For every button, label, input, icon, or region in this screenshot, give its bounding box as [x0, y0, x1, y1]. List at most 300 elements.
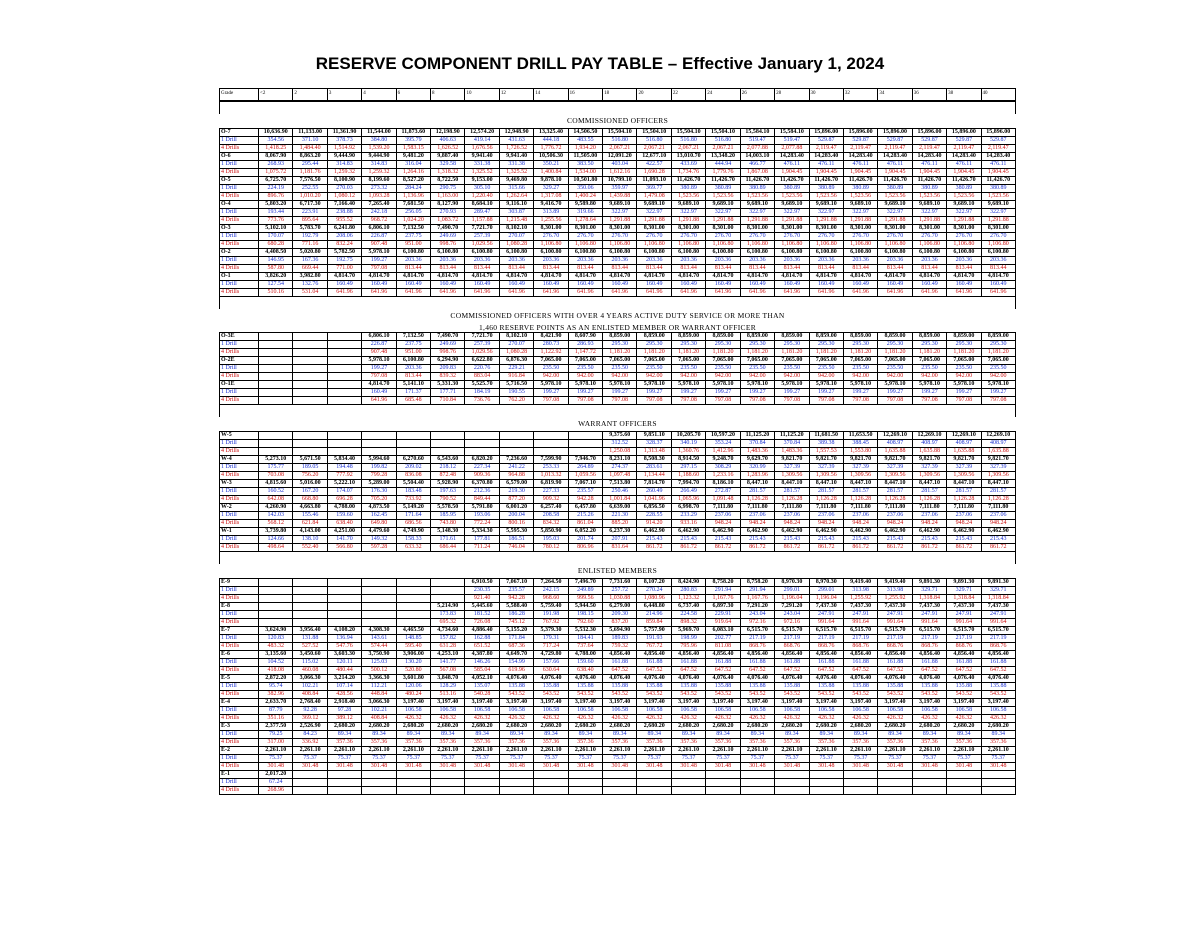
monthly-rate-cell: 6,543.60: [431, 455, 465, 463]
one-drill-cell: [637, 778, 671, 786]
monthly-rate-cell: 6,462.90: [912, 527, 946, 535]
monthly-rate-cell: 5,102.10: [259, 224, 293, 232]
monthly-rate-cell: 9,821.70: [981, 455, 1015, 463]
one-drill-cell: 237.06: [981, 511, 1015, 519]
monthly-rate-cell: 9,821.70: [912, 455, 946, 463]
one-drill-cell: 350.06: [568, 184, 602, 192]
monthly-rate-cell: 7,132.50: [396, 332, 430, 340]
drill-label: 4 Drills: [220, 168, 259, 176]
one-drill-cell: 106.58: [534, 706, 568, 714]
monthly-rate-cell: 4,814.70: [671, 272, 705, 280]
monthly-rate-cell: 7,065.00: [603, 356, 637, 364]
monthly-rate-cell: 8,447.10: [912, 479, 946, 487]
four-drill-cell: 797.08: [534, 396, 568, 404]
one-drill-cell: 280.83: [671, 586, 705, 594]
one-drill-cell: 291.94: [740, 586, 774, 594]
monthly-rate-cell: 10,636.90: [259, 128, 293, 136]
grade-label: O-2E: [220, 356, 259, 364]
monthly-rate-cell: 5,141.10: [396, 380, 430, 388]
one-drill-cell: 183.48: [396, 487, 430, 495]
drill-label: 1 Drill: [220, 535, 259, 543]
four-drill-cell: 868.76: [740, 642, 774, 650]
monthly-rate-cell: 2,261.10: [775, 746, 809, 754]
four-drill-cell: 942.00: [568, 372, 602, 380]
monthly-rate-cell: 7,111.80: [912, 503, 946, 511]
four-drill-cell: 1,029.56: [465, 348, 499, 356]
four-drill-cell: 2,119.47: [878, 144, 912, 152]
four-drill-cell: 1,309.56: [775, 471, 809, 479]
monthly-rate-cell: 4,408.50: [259, 248, 293, 256]
one-drill-cell: 202.77: [706, 634, 740, 642]
one-drill-cell: 276.70: [775, 232, 809, 240]
monthly-rate-cell: 4,729.80: [534, 650, 568, 658]
monthly-rate-cell: 9,629.70: [740, 455, 774, 463]
monthly-rate-cell: 4,814.70: [396, 272, 430, 280]
four-drill-cell: 955.52: [327, 216, 361, 224]
four-drill-cell: 948.24: [775, 519, 809, 527]
one-drill-cell: 199.27: [912, 388, 946, 396]
monthly-rate-cell: 2,377.50: [259, 722, 293, 730]
four-drill-cell: 301.48: [706, 762, 740, 770]
four-drill-cell: 649.80: [362, 519, 396, 527]
monthly-rate-cell: 8,859.00: [775, 332, 809, 340]
four-drill-cell: 543.52: [568, 690, 602, 698]
monthly-rate-cell: 7,065.00: [912, 356, 946, 364]
monthly-rate-cell: 5,379.30: [534, 626, 568, 634]
four-drill-cell: 547.76: [327, 642, 361, 650]
one-drill-cell: 247.91: [947, 610, 981, 618]
four-drill-cell: 933.16: [671, 519, 705, 527]
one-drill-cell: [534, 778, 568, 786]
one-drill-cell: 106.58: [465, 706, 499, 714]
one-drill-cell: 273.32: [362, 184, 396, 192]
four-drill-cell: [396, 447, 430, 455]
drill-label: 1 Drill: [220, 364, 259, 372]
four-drill-cell: [327, 594, 361, 602]
one-drill-row: [220, 208, 1016, 216]
one-drill-cell: 75.37: [603, 754, 637, 762]
monthly-rate-cell: 7,111.80: [878, 503, 912, 511]
four-drill-cell: [396, 618, 430, 626]
four-drill-cell: 641.96: [362, 288, 396, 296]
four-drill-row: [220, 690, 1016, 698]
monthly-rate-cell: 4,814.70: [775, 272, 809, 280]
monthly-rate-cell: 7,067.10: [499, 578, 533, 586]
one-drill-cell: [259, 439, 293, 447]
four-drill-cell: 837.20: [603, 618, 637, 626]
monthly-rate-cell: [706, 770, 740, 778]
four-drill-cell: 1,523.56: [740, 192, 774, 200]
monthly-rate-cell: 4,814.70: [362, 272, 396, 280]
monthly-rate-cell: 11,426.70: [706, 176, 740, 184]
one-drill-cell: 199.27: [534, 388, 568, 396]
four-drill-cell: 301.48: [568, 762, 602, 770]
monthly-rate-cell: [912, 770, 946, 778]
four-drill-row: [220, 495, 1016, 503]
monthly-rate-cell: 12,574.20: [465, 128, 499, 136]
four-drill-cell: 705.20: [362, 495, 396, 503]
column-header: 36: [912, 89, 946, 101]
monthly-rate-cell: 6,462.90: [775, 527, 809, 535]
four-drill-cell: 948.24: [947, 519, 981, 527]
one-drill-cell: 476.11: [809, 160, 843, 168]
four-drill-cell: 1,904.45: [843, 168, 877, 176]
monthly-rate-cell: 2,261.10: [327, 746, 361, 754]
column-header: 28: [775, 89, 809, 101]
four-drill-cell: [293, 348, 327, 356]
one-drill-cell: 476.11: [912, 160, 946, 168]
monthly-rate-cell: 11,873.60: [396, 128, 430, 136]
monthly-rate-cell: 11,426.70: [740, 176, 774, 184]
monthly-rate-cell: 7,111.80: [947, 503, 981, 511]
monthly-rate-cell: 6,241.80: [327, 224, 361, 232]
monthly-rate-cell: 6,515.70: [775, 626, 809, 634]
one-drill-cell: 247.91: [809, 610, 843, 618]
monthly-rate-cell: [259, 356, 293, 364]
monthly-rate-cell: 4,814.70: [637, 272, 671, 280]
monthly-rate-cell: 3,135.60: [259, 650, 293, 658]
one-drill-cell: 378.73: [327, 136, 361, 144]
monthly-rate-cell: 7,065.00: [568, 356, 602, 364]
four-drill-cell: 861.72: [671, 543, 705, 551]
monthly-rate-cell: 15,896.00: [947, 128, 981, 136]
four-drill-cell: 1,400.24: [568, 192, 602, 200]
drill-label: 1 Drill: [220, 706, 259, 714]
one-drill-cell: [293, 439, 327, 447]
four-drill-cell: 1,483.36: [740, 447, 774, 455]
one-drill-cell: 203.36: [981, 256, 1015, 264]
one-drill-cell: 270.03: [327, 184, 361, 192]
monthly-rate-cell: 7,994.70: [671, 479, 705, 487]
one-drill-row: [220, 388, 1016, 396]
four-drill-cell: 1,309.56: [981, 471, 1015, 479]
one-drill-cell: 237.75: [396, 232, 430, 240]
monthly-rate-cell: 3,197.40: [431, 698, 465, 706]
one-drill-cell: 143.61: [362, 634, 396, 642]
four-drill-cell: 1,418.25: [259, 144, 293, 152]
monthly-rate-cell: [259, 431, 293, 439]
one-drill-cell: 224.19: [259, 184, 293, 192]
four-drill-cell: 1,539.20: [362, 144, 396, 152]
four-drill-cell: [431, 447, 465, 455]
monthly-rate-cell: 15,896.00: [878, 128, 912, 136]
monthly-rate-cell: 11,681.50: [809, 431, 843, 439]
monthly-rate-cell: 9,116.10: [499, 200, 533, 208]
monthly-rate-cell: 9,375.60: [603, 431, 637, 439]
one-drill-cell: 89.34: [568, 730, 602, 738]
monthly-rate-cell: 8,447.10: [775, 479, 809, 487]
one-drill-cell: 281.57: [740, 487, 774, 495]
one-drill-cell: 171.61: [431, 535, 465, 543]
monthly-rate-cell: 4,649.70: [499, 650, 533, 658]
monthly-rate-cell: 6,100.80: [775, 248, 809, 256]
four-drill-cell: 813.44: [878, 264, 912, 272]
one-drill-cell: 154.99: [499, 658, 533, 666]
one-drill-cell: 199.27: [947, 388, 981, 396]
one-drill-row: [220, 160, 1016, 168]
four-drill-cell: 1,291.88: [740, 216, 774, 224]
four-drill-cell: 991.64: [912, 618, 946, 626]
monthly-rate-cell: 5,994.60: [362, 455, 396, 463]
column-header: 20: [637, 89, 671, 101]
four-drill-cell: [259, 396, 293, 404]
four-drill-cell: 1,309.56: [912, 471, 946, 479]
monthly-rate-cell: 6,622.80: [465, 356, 499, 364]
monthly-rate-cell: 2,261.10: [671, 746, 705, 754]
four-drill-row: [220, 240, 1016, 248]
one-drill-cell: 89.34: [878, 730, 912, 738]
four-drill-cell: 357.36: [568, 738, 602, 746]
four-drill-cell: 895.64: [293, 216, 327, 224]
four-drill-cell: 948.24: [878, 519, 912, 527]
four-drill-cell: 631.28: [431, 642, 465, 650]
one-drill-cell: 529.87: [981, 136, 1015, 144]
one-drill-cell: 217.19: [809, 634, 843, 642]
pay-rate-row: [220, 200, 1016, 208]
monthly-rate-cell: [259, 578, 293, 586]
four-drill-cell: 1,123.32: [671, 594, 705, 602]
one-drill-cell: 313.98: [878, 586, 912, 594]
one-drill-cell: 516.80: [603, 136, 637, 144]
four-drill-cell: 1,126.28: [912, 495, 946, 503]
four-drill-cell: 301.48: [775, 762, 809, 770]
drill-label: 1 Drill: [220, 280, 259, 288]
monthly-rate-cell: [259, 332, 293, 340]
four-drill-cell: [259, 447, 293, 455]
monthly-rate-cell: 7,065.00: [809, 356, 843, 364]
one-drill-cell: 384.80: [362, 136, 396, 144]
monthly-rate-cell: [775, 770, 809, 778]
monthly-rate-cell: 8,199.60: [362, 176, 396, 184]
grade-label: E-5: [220, 674, 259, 682]
drill-label: 4 Drills: [220, 372, 259, 380]
monthly-rate-cell: 6,725.70: [259, 176, 293, 184]
monthly-rate-cell: 8,301.00: [981, 224, 1015, 232]
drill-label: 1 Drill: [220, 730, 259, 738]
monthly-rate-cell: 3,624.90: [259, 626, 293, 634]
one-drill-cell: 148.85: [396, 634, 430, 642]
one-drill-cell: 215.26: [568, 511, 602, 519]
monthly-rate-cell: 14,283.40: [775, 152, 809, 160]
one-drill-cell: 217.19: [947, 634, 981, 642]
one-drill-cell: 230.35: [465, 586, 499, 594]
four-drill-cell: 909.36: [465, 471, 499, 479]
monthly-rate-cell: [637, 770, 671, 778]
four-drill-cell: 2,067.21: [637, 144, 671, 152]
drill-label: 1 Drill: [220, 463, 259, 471]
one-drill-cell: 235.50: [568, 364, 602, 372]
monthly-rate-cell: [671, 770, 705, 778]
monthly-rate-cell: 5,759.40: [534, 602, 568, 610]
four-drill-cell: 680.28: [259, 240, 293, 248]
drill-label: 4 Drills: [220, 690, 259, 698]
four-drill-row: [220, 447, 1016, 455]
one-drill-cell: 199.27: [637, 388, 671, 396]
monthly-rate-cell: [327, 602, 361, 610]
one-drill-cell: 201.74: [568, 535, 602, 543]
four-drill-cell: 771.16: [293, 240, 327, 248]
one-drill-cell: 276.70: [706, 232, 740, 240]
drill-label: 4 Drills: [220, 144, 259, 152]
monthly-rate-cell: 6,737.40: [671, 602, 705, 610]
section-heading-row: [220, 417, 1016, 432]
four-drill-cell: 1,126.28: [981, 495, 1015, 503]
one-drill-cell: 219.30: [499, 487, 533, 495]
four-drill-cell: 991.64: [843, 618, 877, 626]
one-drill-cell: 170.07: [259, 232, 293, 240]
one-drill-cell: 270.07: [499, 340, 533, 348]
one-drill-cell: 146.95: [259, 256, 293, 264]
one-drill-cell: 75.37: [293, 754, 327, 762]
monthly-rate-cell: 8,067.90: [259, 152, 293, 160]
one-drill-cell: 327.39: [809, 463, 843, 471]
one-drill-cell: 327.39: [843, 463, 877, 471]
four-drill-cell: [981, 786, 1015, 794]
monthly-rate-cell: 3,739.80: [259, 527, 293, 535]
one-drill-cell: 79.25: [259, 730, 293, 738]
four-drill-cell: 1,106.80: [843, 240, 877, 248]
monthly-rate-cell: 3,603.30: [327, 650, 361, 658]
four-drill-cell: 480.24: [396, 690, 430, 698]
four-drill-cell: 813.44: [465, 264, 499, 272]
four-drill-cell: 426.32: [637, 714, 671, 722]
four-drill-cell: 861.04: [568, 519, 602, 527]
grade-label: O-3E: [220, 332, 259, 340]
one-drill-cell: 329.27: [534, 184, 568, 192]
one-drill-cell: 135.88: [843, 682, 877, 690]
monthly-rate-cell: 7,437.30: [843, 602, 877, 610]
one-drill-cell: 217.19: [878, 634, 912, 642]
monthly-rate-cell: 2,680.20: [499, 722, 533, 730]
one-drill-cell: 235.57: [568, 487, 602, 495]
monthly-rate-cell: 7,065.00: [775, 356, 809, 364]
four-drill-cell: 1,635.88: [981, 447, 1015, 455]
one-drill-cell: 235.50: [740, 364, 774, 372]
one-drill-cell: [327, 340, 361, 348]
monthly-rate-cell: 4,076.40: [947, 674, 981, 682]
four-drill-cell: [293, 447, 327, 455]
four-drill-cell: 1,181.20: [740, 348, 774, 356]
monthly-rate-cell: 9,891.30: [912, 578, 946, 586]
four-drill-cell: 868.76: [981, 642, 1015, 650]
monthly-rate-cell: 4,076.40: [912, 674, 946, 682]
four-drill-cell: 357.36: [671, 738, 705, 746]
one-drill-cell: 235.57: [499, 586, 533, 594]
one-drill-cell: [327, 439, 361, 447]
monthly-rate-cell: [396, 578, 430, 586]
four-drill-cell: 1,291.88: [947, 216, 981, 224]
monthly-rate-cell: 4,856.40: [947, 650, 981, 658]
one-drill-cell: 257.39: [465, 340, 499, 348]
four-drill-cell: [259, 348, 293, 356]
four-drill-cell: 1,126.28: [775, 495, 809, 503]
four-drill-cell: 357.36: [706, 738, 740, 746]
one-drill-cell: 215.43: [706, 535, 740, 543]
column-header: 24: [706, 89, 740, 101]
four-drill-cell: 1,523.56: [912, 192, 946, 200]
monthly-rate-cell: 7,132.50: [396, 224, 430, 232]
monthly-rate-cell: 2,918.40: [327, 698, 361, 706]
one-drill-cell: 89.34: [465, 730, 499, 738]
drill-label: 1 Drill: [220, 160, 259, 168]
four-drill-cell: 797.08: [568, 396, 602, 404]
one-drill-cell: 174.07: [327, 487, 361, 495]
four-drill-cell: 1,318.84: [981, 594, 1015, 602]
pay-rate-row: [220, 770, 1016, 778]
monthly-rate-cell: 7,264.50: [534, 578, 568, 586]
four-drill-cell: 1,106.80: [740, 240, 774, 248]
four-drill-cell: [293, 396, 327, 404]
one-drill-cell: 191.93: [637, 634, 671, 642]
monthly-rate-cell: 6,100.80: [637, 248, 671, 256]
one-drill-cell: 203.36: [912, 256, 946, 264]
four-drill-row: [220, 192, 1016, 200]
monthly-rate-cell: 4,873.50: [362, 503, 396, 511]
section-heading-row: [220, 114, 1016, 129]
four-drill-cell: 942.00: [740, 372, 774, 380]
one-drill-cell: 92.28: [293, 706, 327, 714]
four-drill-cell: 797.08: [981, 396, 1015, 404]
one-drill-cell: 383.50: [568, 160, 602, 168]
monthly-rate-cell: 9,689.10: [981, 200, 1015, 208]
column-header: Grade: [220, 89, 259, 101]
one-drill-cell: 84.23: [293, 730, 327, 738]
four-drill-cell: 543.52: [706, 690, 740, 698]
monthly-rate-cell: 3,906.00: [396, 650, 430, 658]
one-drill-cell: 192.75: [327, 256, 361, 264]
four-drill-cell: 1,181.76: [293, 168, 327, 176]
column-header: 6: [396, 89, 430, 101]
monthly-rate-cell: 3,750.90: [362, 650, 396, 658]
four-drill-cell: 641.96: [878, 288, 912, 296]
monthly-rate-cell: 6,639.00: [603, 503, 637, 511]
monthly-rate-cell: 4,076.40: [878, 674, 912, 682]
monthly-rate-cell: 2,680.20: [775, 722, 809, 730]
monthly-rate-cell: 2,261.10: [534, 746, 568, 754]
monthly-rate-cell: 4,076.40: [740, 674, 774, 682]
four-drill-cell: 480.44: [327, 666, 361, 674]
one-drill-cell: 281.57: [878, 487, 912, 495]
four-drill-cell: [327, 372, 361, 380]
one-drill-cell: 131.88: [293, 634, 327, 642]
one-drill-cell: 408.97: [947, 439, 981, 447]
monthly-rate-cell: 4,076.40: [603, 674, 637, 682]
monthly-rate-cell: 8,859.00: [637, 332, 671, 340]
one-drill-cell: 215.43: [843, 535, 877, 543]
four-drill-cell: 1,181.20: [878, 348, 912, 356]
monthly-rate-cell: 12,269.10: [947, 431, 981, 439]
four-drill-cell: 543.52: [671, 690, 705, 698]
drill-label: 4 Drills: [220, 666, 259, 674]
one-drill-cell: 203.36: [534, 256, 568, 264]
one-drill-cell: 89.34: [843, 730, 877, 738]
one-drill-cell: 322.97: [671, 208, 705, 216]
monthly-rate-cell: 5,978.10: [568, 380, 602, 388]
one-drill-cell: 295.30: [603, 340, 637, 348]
four-drill-cell: 771.00: [327, 264, 361, 272]
one-drill-cell: 194.48: [327, 463, 361, 471]
four-drill-cell: [534, 447, 568, 455]
one-drill-cell: [431, 586, 465, 594]
four-drill-cell: 999.56: [568, 594, 602, 602]
four-drill-cell: 357.36: [637, 738, 671, 746]
monthly-rate-cell: 9,878.10: [534, 176, 568, 184]
monthly-rate-cell: 5,978.10: [671, 380, 705, 388]
monthly-rate-cell: 4,856.40: [740, 650, 774, 658]
column-header: 8: [431, 89, 465, 101]
four-drill-cell: 1,188.60: [671, 471, 705, 479]
four-drill-cell: 883.04: [465, 372, 499, 380]
